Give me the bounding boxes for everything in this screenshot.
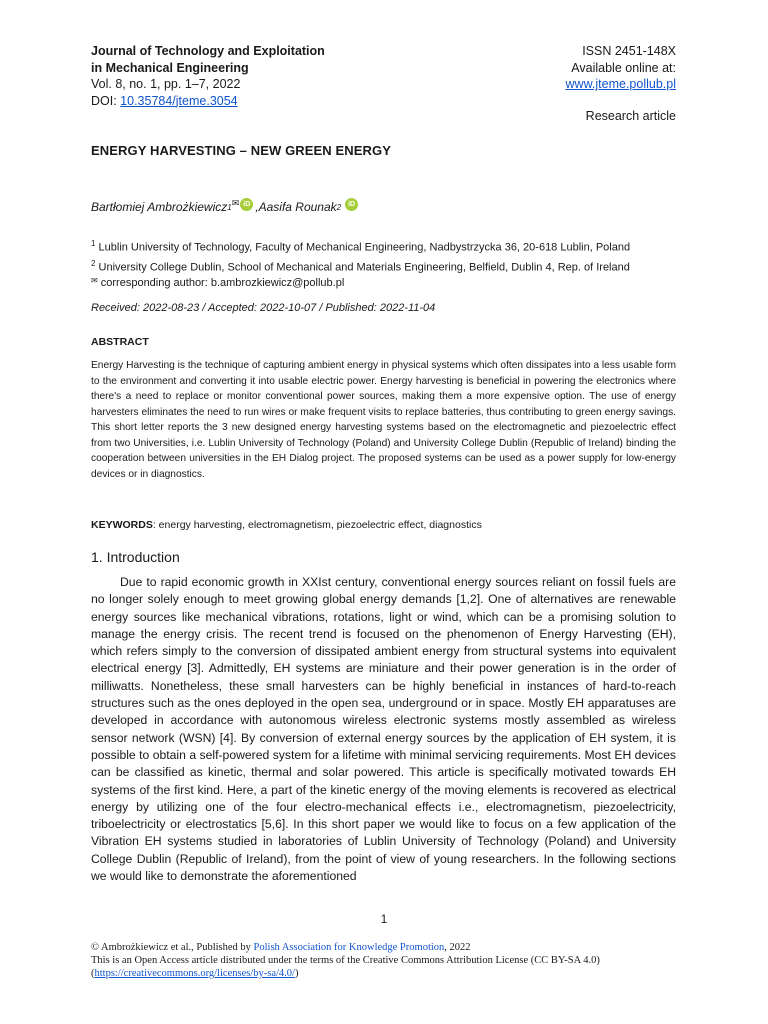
keywords-label: KEYWORDS	[91, 519, 153, 531]
keywords-text: : energy harvesting, electromagnetism, piezoelectric effect, diagnostics	[152, 519, 482, 531]
corresponding-author: ✉ corresponding author: b.ambrozkiewicz@pollub.pl	[91, 276, 345, 290]
section-heading: 1. Introduction	[91, 549, 180, 565]
author-1-affil: 1	[227, 202, 232, 212]
envelope-icon: ✉	[91, 276, 98, 286]
article-type: Research article	[585, 109, 676, 123]
author-list	[91, 197, 360, 214]
envelope-icon: ✉	[231, 197, 240, 208]
doi-label: DOI:	[91, 93, 121, 108]
abstract-text: Energy Harvesting is the technique of capturing ambient energy in physical systems which often dissipates into a less usable form to the environment and converting it into usable electric power. Energy harvesting is beneficial in powering the electronics where there's a need to replace or monitor conventional power sources, making them a more expensive option. The use of energy harvesters eliminates the need to run wires or make frequent visits to replace batteries, thus contributing to green energy savings. This short letter reports the 3 new designed energy harvesting systems based on the electromagnetic and piezoelectric effect from two Universities, i.e. Lublin University of Technology (Poland) and University College Dublin (Republic of Ireland) binding the cooperation between universities in the EH Dialog project. The proposed systems can be used as a power supply for low-energy devices or in diagnostics.	[91, 360, 676, 480]
introduction-body: Due to rapid economic growth in XXIst century, conventional energy sources reliant on fossil fuels are no longer solely enough to meet growing global energy demands [1,2]. One of alternatives are renewable energy sources like mechanical vibrations, rotations, light or wind, which can be a promising solution to manage the energy crisis. The recent trend is focused on the phenomenon of Energy Harvesting (EH), which refers simply to the conversion of dissipated ambient energy from structural systems into equivalent electrical energy [3]. Admittedly, EH systems are miniature and their power generation is in the order of milliwatts. Nonetheless, these small harvesters can be highly beneficial in instances of hard-to-reach structures such as the ones deployed in the open sea, underground or in space. Mostly EH apparatuses are developed in accordance with autonomous wireless electronic systems mostly assembled as wireless sensor network (WSN) [4]. By conversion of external energy sources by the application of EH system, it is possible to obtain a self-powered system for a lifetime with minimal servicing requirements. Most EH devices can be classified as kinetic, thermal and solar powered. This article is specifically motivated towards EH systems of the first kind. Here, a part of the kinetic energy of the moving elements is recovered as electrical energy by utilizing one of the four electro-mechanical effects i.e., electromagnetism, piezoelectricity, triboelectricity or electrostatics [5,6]. In this short paper we would like to focus on a few application of the Vibration EH systems studied in laboratories of Lublin University of Technology (Poland) and University College Dublin (Republic of Ireland), from the point of view of young researchers. In the following sections we would like to demonstrate the aforementioned	[91, 575, 676, 884]
journal-website-link[interactable]: www.jteme.pollub.pl	[565, 77, 676, 91]
copyright-line: © Ambrożkiewicz et al., Published by Polish Association for Knowledge Promotion, 2022	[91, 942, 471, 953]
journal-header	[91, 43, 325, 109]
keywords	[91, 519, 482, 531]
paper-title: ENERGY HARVESTING – NEW GREEN ENERGY	[91, 143, 392, 158]
doi-link[interactable]: 10.35784/jteme.3054	[120, 93, 238, 108]
license-link[interactable]: https://creativecommons.org/licenses/by-sa/4.0/	[94, 968, 295, 979]
affiliation-2: $^2$ University College Dublin, School of Mechanical and Materials Engineering, Belfield, Dublin 4, Rep. of Ireland	[91, 258, 630, 274]
author-2-affil: 2	[336, 202, 342, 212]
orcid-icon[interactable]: iD	[345, 198, 358, 211]
license-footer	[91, 941, 691, 980]
abstract-heading: ABSTRACT	[91, 336, 149, 348]
publication-dates: Received: 2022-08-23 / Accepted: 2022-10-07 / Published: 2022-11-04	[91, 302, 436, 314]
author-1-name: Bartłomiej Ambrożkiewicz	[91, 200, 228, 214]
publisher-name: Polish Association for Knowledge Promotion	[253, 942, 445, 953]
volume-info: Vol. 8, no. 1, pp. 1–7, 2022	[91, 77, 241, 91]
journal-name-line1: Journal of Technology and Exploitation	[91, 44, 325, 58]
issn: ISSN 2451-148X	[582, 44, 676, 58]
license-line: This is an Open Access article distributed under the terms of the Creative Commons Attribution License (CC BY-SA 4.0)	[91, 955, 600, 966]
available-online: Available online at:	[571, 60, 676, 75]
author-2-name: Aasifa Rounak	[258, 200, 337, 214]
page-number: 1	[380, 912, 388, 926]
affiliation-1: $^1$ Lublin University of Technology, Faculty of Mechanical Engineering, Nadbystrzycka 36, 20-618 Lublin, Poland	[91, 239, 631, 254]
author-separator: ,	[255, 200, 259, 214]
journal-name-line2: in Mechanical Engineering	[91, 60, 249, 75]
doi-line	[91, 93, 325, 110]
affiliations	[91, 236, 630, 292]
license-url-line: (https://creativecommons.org/licenses/by-sa/4.0/)	[91, 968, 299, 979]
issn-header	[566, 43, 676, 93]
orcid-icon[interactable]: iD	[240, 198, 253, 211]
